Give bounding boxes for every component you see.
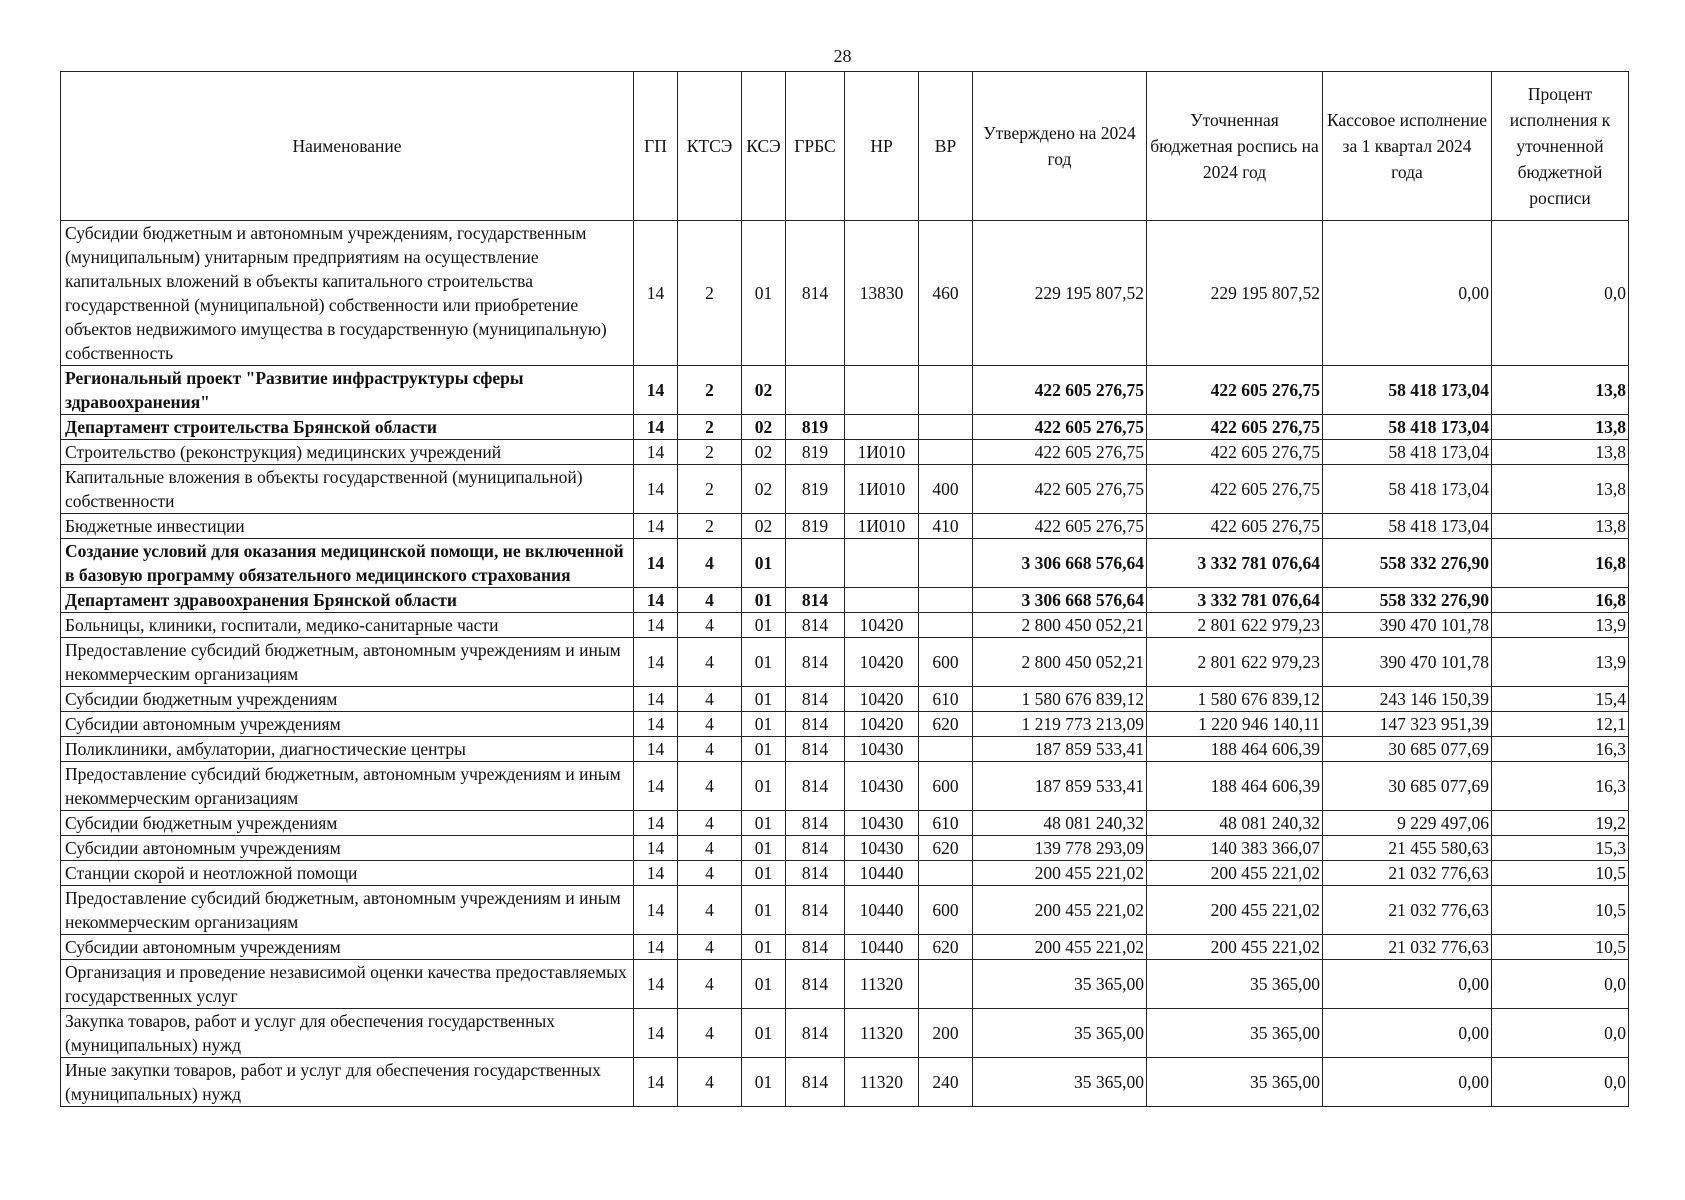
refined-amount-cell: 1 220 946 140,11	[1147, 712, 1323, 737]
approved-amount-cell: 422 605 276,75	[973, 465, 1147, 514]
grbs-cell: 814	[786, 712, 845, 737]
nr-cell: 10420	[845, 712, 919, 737]
execution-percent-cell: 0,0	[1492, 960, 1629, 1009]
kse-cell: 02	[742, 465, 786, 514]
refined-amount-cell: 2 801 622 979,23	[1147, 638, 1323, 687]
kse-cell: 01	[742, 811, 786, 836]
approved-amount-cell: 422 605 276,75	[973, 415, 1147, 440]
page-number: 28	[833, 46, 852, 66]
vr-cell: 400	[919, 465, 973, 514]
header-kse: КСЭ	[742, 72, 786, 221]
execution-percent-cell: 10,5	[1492, 886, 1629, 935]
grbs-cell: 814	[786, 886, 845, 935]
kse-cell: 01	[742, 836, 786, 861]
nr-cell: 10430	[845, 811, 919, 836]
approved-amount-cell: 139 778 293,09	[973, 836, 1147, 861]
execution-percent-cell: 10,5	[1492, 935, 1629, 960]
nr-cell: 10420	[845, 638, 919, 687]
kse-cell: 01	[742, 712, 786, 737]
table-row	[61, 588, 1629, 613]
kse-cell: 01	[742, 613, 786, 638]
approved-amount-cell: 3 306 668 576,64	[973, 588, 1147, 613]
refined-amount-cell: 200 455 221,02	[1147, 861, 1323, 886]
execution-percent-cell: 16,8	[1492, 588, 1629, 613]
grbs-cell: 814	[786, 1058, 845, 1107]
cash-execution-cell: 58 418 173,04	[1323, 440, 1492, 465]
ktse-cell: 4	[678, 712, 742, 737]
kse-cell: 02	[742, 415, 786, 440]
gp-cell: 14	[634, 539, 678, 588]
cash-execution-cell: 21 032 776,63	[1323, 935, 1492, 960]
execution-percent-cell: 10,5	[1492, 861, 1629, 886]
cash-execution-cell: 0,00	[1323, 960, 1492, 1009]
row-name-cell: Бюджетные инвестиции	[61, 514, 634, 539]
execution-percent-cell: 15,4	[1492, 687, 1629, 712]
ktse-cell: 4	[678, 638, 742, 687]
approved-amount-cell: 200 455 221,02	[973, 935, 1147, 960]
cash-execution-cell: 21 455 580,63	[1323, 836, 1492, 861]
approved-amount-cell: 229 195 807,52	[973, 221, 1147, 366]
ktse-cell: 4	[678, 886, 742, 935]
gp-cell: 14	[634, 1009, 678, 1058]
execution-percent-cell: 0,0	[1492, 221, 1629, 366]
vr-cell	[919, 440, 973, 465]
vr-cell: 410	[919, 514, 973, 539]
refined-amount-cell: 422 605 276,75	[1147, 366, 1323, 415]
grbs-cell: 814	[786, 762, 845, 811]
grbs-cell: 819	[786, 465, 845, 514]
cash-execution-cell: 58 418 173,04	[1323, 465, 1492, 514]
cash-execution-cell: 0,00	[1323, 1058, 1492, 1107]
refined-amount-cell: 188 464 606,39	[1147, 762, 1323, 811]
nr-cell	[845, 366, 919, 415]
row-name-cell: Станции скорой и неотложной помощи	[61, 861, 634, 886]
nr-cell: 10440	[845, 861, 919, 886]
vr-cell	[919, 861, 973, 886]
vr-cell	[919, 539, 973, 588]
execution-percent-cell: 13,9	[1492, 638, 1629, 687]
nr-cell	[845, 539, 919, 588]
ktse-cell: 4	[678, 836, 742, 861]
approved-amount-cell: 1 219 773 213,09	[973, 712, 1147, 737]
execution-percent-cell: 13,8	[1492, 514, 1629, 539]
table-row	[61, 1009, 1629, 1058]
header-gp: ГП	[634, 72, 678, 221]
cash-execution-cell: 58 418 173,04	[1323, 415, 1492, 440]
ktse-cell: 2	[678, 440, 742, 465]
row-name-cell: Субсидии бюджетным и автономным учреждениям, государственным (муниципальным) унитарным предприятиям на осуществление капитальных вложений в объекты капитального строительства государственной (муниципальной) собственности или приобретение объектов недвижимого имущества в государственную (муниципальную) собственность	[61, 221, 634, 366]
cash-execution-cell: 9 229 497,06	[1323, 811, 1492, 836]
ktse-cell: 4	[678, 935, 742, 960]
row-name-cell: Субсидии автономным учреждениям	[61, 836, 634, 861]
row-name-cell: Иные закупки товаров, работ и услуг для обеспечения государственных (муниципальных) нужд	[61, 1058, 634, 1107]
nr-cell: 1И010	[845, 514, 919, 539]
table-header-row	[61, 72, 1629, 221]
approved-amount-cell: 2 800 450 052,21	[973, 613, 1147, 638]
vr-cell	[919, 366, 973, 415]
table-row	[61, 836, 1629, 861]
vr-cell	[919, 960, 973, 1009]
approved-amount-cell: 1 580 676 839,12	[973, 687, 1147, 712]
nr-cell: 1И010	[845, 465, 919, 514]
vr-cell: 200	[919, 1009, 973, 1058]
vr-cell: 600	[919, 886, 973, 935]
kse-cell: 01	[742, 886, 786, 935]
header-grbs: ГРБС	[786, 72, 845, 221]
nr-cell: 10440	[845, 886, 919, 935]
table-row	[61, 687, 1629, 712]
kse-cell: 01	[742, 1058, 786, 1107]
grbs-cell: 814	[786, 221, 845, 366]
refined-amount-cell: 422 605 276,75	[1147, 415, 1323, 440]
execution-percent-cell: 13,8	[1492, 465, 1629, 514]
row-name-cell: Закупка товаров, работ и услуг для обеспечения государственных (муниципальных) нужд	[61, 1009, 634, 1058]
grbs-cell: 814	[786, 960, 845, 1009]
gp-cell: 14	[634, 514, 678, 539]
budget-table	[60, 71, 1629, 1107]
cash-execution-cell: 0,00	[1323, 221, 1492, 366]
execution-percent-cell: 0,0	[1492, 1058, 1629, 1107]
ktse-cell: 2	[678, 514, 742, 539]
table-row	[61, 415, 1629, 440]
table-row	[61, 638, 1629, 687]
vr-cell: 240	[919, 1058, 973, 1107]
ktse-cell: 4	[678, 687, 742, 712]
nr-cell	[845, 588, 919, 613]
cash-execution-cell: 147 323 951,39	[1323, 712, 1492, 737]
refined-amount-cell: 200 455 221,02	[1147, 886, 1323, 935]
grbs-cell: 819	[786, 514, 845, 539]
nr-cell: 10430	[845, 762, 919, 811]
nr-cell: 11320	[845, 960, 919, 1009]
approved-amount-cell: 422 605 276,75	[973, 440, 1147, 465]
refined-amount-cell: 140 383 366,07	[1147, 836, 1323, 861]
ktse-cell: 4	[678, 762, 742, 811]
execution-percent-cell: 13,8	[1492, 415, 1629, 440]
vr-cell	[919, 613, 973, 638]
kse-cell: 01	[742, 935, 786, 960]
gp-cell: 14	[634, 762, 678, 811]
nr-cell: 11320	[845, 1058, 919, 1107]
row-name-cell: Капитальные вложения в объекты государственной (муниципальной) собственности	[61, 465, 634, 514]
execution-percent-cell: 13,9	[1492, 613, 1629, 638]
table-row	[61, 514, 1629, 539]
table-body	[61, 221, 1629, 1107]
execution-percent-cell: 16,3	[1492, 762, 1629, 811]
kse-cell: 01	[742, 861, 786, 886]
row-name-cell: Больницы, клиники, госпитали, медико-санитарные части	[61, 613, 634, 638]
gp-cell: 14	[634, 836, 678, 861]
grbs-cell: 814	[786, 935, 845, 960]
grbs-cell: 814	[786, 737, 845, 762]
vr-cell: 620	[919, 712, 973, 737]
table-row	[61, 440, 1629, 465]
vr-cell: 600	[919, 762, 973, 811]
refined-amount-cell: 1 580 676 839,12	[1147, 687, 1323, 712]
ktse-cell: 2	[678, 465, 742, 514]
refined-amount-cell: 422 605 276,75	[1147, 440, 1323, 465]
gp-cell: 14	[634, 221, 678, 366]
header-percent: Процент исполнения к уточненной бюджетной росписи	[1492, 72, 1629, 221]
refined-amount-cell: 35 365,00	[1147, 1009, 1323, 1058]
nr-cell: 10420	[845, 613, 919, 638]
nr-cell: 11320	[845, 1009, 919, 1058]
nr-cell: 10440	[845, 935, 919, 960]
approved-amount-cell: 200 455 221,02	[973, 861, 1147, 886]
nr-cell: 1И010	[845, 440, 919, 465]
gp-cell: 14	[634, 638, 678, 687]
grbs-cell: 814	[786, 638, 845, 687]
cash-execution-cell: 390 470 101,78	[1323, 613, 1492, 638]
gp-cell: 14	[634, 366, 678, 415]
cash-execution-cell: 58 418 173,04	[1323, 514, 1492, 539]
gp-cell: 14	[634, 687, 678, 712]
approved-amount-cell: 35 365,00	[973, 1009, 1147, 1058]
vr-cell	[919, 737, 973, 762]
gp-cell: 14	[634, 811, 678, 836]
ktse-cell: 2	[678, 221, 742, 366]
cash-execution-cell: 390 470 101,78	[1323, 638, 1492, 687]
vr-cell: 460	[919, 221, 973, 366]
table-row	[61, 762, 1629, 811]
row-name-cell: Предоставление субсидий бюджетным, автономным учреждениям и иным некоммерческим организациям	[61, 886, 634, 935]
header-ktse: КТСЭ	[678, 72, 742, 221]
row-name-cell: Субсидии автономным учреждениям	[61, 935, 634, 960]
gp-cell: 14	[634, 415, 678, 440]
grbs-cell: 814	[786, 588, 845, 613]
ktse-cell: 4	[678, 613, 742, 638]
gp-cell: 14	[634, 588, 678, 613]
vr-cell	[919, 415, 973, 440]
nr-cell: 10430	[845, 737, 919, 762]
grbs-cell: 814	[786, 811, 845, 836]
header-nr: НР	[845, 72, 919, 221]
ktse-cell: 4	[678, 1058, 742, 1107]
table-row	[61, 935, 1629, 960]
cash-execution-cell: 243 146 150,39	[1323, 687, 1492, 712]
ktse-cell: 4	[678, 588, 742, 613]
refined-amount-cell: 200 455 221,02	[1147, 935, 1323, 960]
row-name-cell: Строительство (реконструкция) медицинских учреждений	[61, 440, 634, 465]
vr-cell: 610	[919, 811, 973, 836]
kse-cell: 01	[742, 960, 786, 1009]
table-row	[61, 861, 1629, 886]
row-name-cell: Предоставление субсидий бюджетным, автономным учреждениям и иным некоммерческим организациям	[61, 638, 634, 687]
cash-execution-cell: 558 332 276,90	[1323, 539, 1492, 588]
vr-cell	[919, 588, 973, 613]
grbs-cell: 814	[786, 836, 845, 861]
execution-percent-cell: 16,8	[1492, 539, 1629, 588]
refined-amount-cell: 35 365,00	[1147, 1058, 1323, 1107]
grbs-cell: 814	[786, 687, 845, 712]
nr-cell	[845, 415, 919, 440]
kse-cell: 01	[742, 737, 786, 762]
row-name-cell: Организация и проведение независимой оценки качества предоставляемых государственных услуг	[61, 960, 634, 1009]
header-refined: Уточненная бюджетная роспись на 2024 год	[1147, 72, 1323, 221]
cash-execution-cell: 21 032 776,63	[1323, 861, 1492, 886]
gp-cell: 14	[634, 712, 678, 737]
refined-amount-cell: 229 195 807,52	[1147, 221, 1323, 366]
refined-amount-cell: 422 605 276,75	[1147, 465, 1323, 514]
cash-execution-cell: 30 685 077,69	[1323, 737, 1492, 762]
execution-percent-cell: 19,2	[1492, 811, 1629, 836]
kse-cell: 01	[742, 1009, 786, 1058]
vr-cell: 610	[919, 687, 973, 712]
kse-cell: 01	[742, 588, 786, 613]
refined-amount-cell: 3 332 781 076,64	[1147, 539, 1323, 588]
header-approved: Утверждено на 2024 год	[973, 72, 1147, 221]
table-row	[61, 366, 1629, 415]
gp-cell: 14	[634, 861, 678, 886]
refined-amount-cell: 422 605 276,75	[1147, 514, 1323, 539]
table-row	[61, 886, 1629, 935]
execution-percent-cell: 16,3	[1492, 737, 1629, 762]
gp-cell: 14	[634, 886, 678, 935]
approved-amount-cell: 35 365,00	[973, 1058, 1147, 1107]
gp-cell: 14	[634, 1058, 678, 1107]
ktse-cell: 4	[678, 539, 742, 588]
table-row	[61, 1058, 1629, 1107]
header-name: Наименование	[61, 72, 634, 221]
grbs-cell: 819	[786, 440, 845, 465]
table-row	[61, 737, 1629, 762]
grbs-cell	[786, 539, 845, 588]
gp-cell: 14	[634, 440, 678, 465]
ktse-cell: 4	[678, 737, 742, 762]
kse-cell: 02	[742, 440, 786, 465]
table-row	[61, 221, 1629, 366]
approved-amount-cell: 200 455 221,02	[973, 886, 1147, 935]
execution-percent-cell: 13,8	[1492, 366, 1629, 415]
gp-cell: 14	[634, 465, 678, 514]
vr-cell: 620	[919, 836, 973, 861]
approved-amount-cell: 48 081 240,32	[973, 811, 1147, 836]
table-row	[61, 811, 1629, 836]
approved-amount-cell: 35 365,00	[973, 960, 1147, 1009]
vr-cell: 600	[919, 638, 973, 687]
refined-amount-cell: 3 332 781 076,64	[1147, 588, 1323, 613]
approved-amount-cell: 422 605 276,75	[973, 366, 1147, 415]
table-row	[61, 539, 1629, 588]
row-name-cell: Создание условий для оказания медицинской помощи, не включенной в базовую программу обязательного медицинского страхования	[61, 539, 634, 588]
vr-cell: 620	[919, 935, 973, 960]
approved-amount-cell: 3 306 668 576,64	[973, 539, 1147, 588]
execution-percent-cell: 0,0	[1492, 1009, 1629, 1058]
grbs-cell: 814	[786, 1009, 845, 1058]
ktse-cell: 4	[678, 861, 742, 886]
grbs-cell	[786, 366, 845, 415]
cash-execution-cell: 0,00	[1323, 1009, 1492, 1058]
execution-percent-cell: 12,1	[1492, 712, 1629, 737]
refined-amount-cell: 35 365,00	[1147, 960, 1323, 1009]
header-vr: ВР	[919, 72, 973, 221]
row-name-cell: Поликлиники, амбулатории, диагностические центры	[61, 737, 634, 762]
cash-execution-cell: 558 332 276,90	[1323, 588, 1492, 613]
kse-cell: 01	[742, 221, 786, 366]
kse-cell: 01	[742, 762, 786, 811]
approved-amount-cell: 422 605 276,75	[973, 514, 1147, 539]
kse-cell: 01	[742, 539, 786, 588]
execution-percent-cell: 13,8	[1492, 440, 1629, 465]
refined-amount-cell: 2 801 622 979,23	[1147, 613, 1323, 638]
header-cash: Кассовое исполнение за 1 квартал 2024 года	[1323, 72, 1492, 221]
row-name-cell: Субсидии бюджетным учреждениям	[61, 687, 634, 712]
approved-amount-cell: 2 800 450 052,21	[973, 638, 1147, 687]
gp-cell: 14	[634, 613, 678, 638]
ktse-cell: 4	[678, 811, 742, 836]
ktse-cell: 4	[678, 960, 742, 1009]
grbs-cell: 819	[786, 415, 845, 440]
ktse-cell: 2	[678, 415, 742, 440]
nr-cell: 10420	[845, 687, 919, 712]
cash-execution-cell: 21 032 776,63	[1323, 886, 1492, 935]
row-name-cell: Департамент строительства Брянской области	[61, 415, 634, 440]
cash-execution-cell: 30 685 077,69	[1323, 762, 1492, 811]
row-name-cell: Департамент здравоохранения Брянской области	[61, 588, 634, 613]
kse-cell: 02	[742, 366, 786, 415]
refined-amount-cell: 48 081 240,32	[1147, 811, 1323, 836]
grbs-cell: 814	[786, 613, 845, 638]
nr-cell: 10430	[845, 836, 919, 861]
ktse-cell: 2	[678, 366, 742, 415]
approved-amount-cell: 187 859 533,41	[973, 737, 1147, 762]
gp-cell: 14	[634, 737, 678, 762]
grbs-cell: 814	[786, 861, 845, 886]
row-name-cell: Субсидии автономным учреждениям	[61, 712, 634, 737]
row-name-cell: Предоставление субсидий бюджетным, автономным учреждениям и иным некоммерческим организациям	[61, 762, 634, 811]
gp-cell: 14	[634, 960, 678, 1009]
table-row	[61, 613, 1629, 638]
row-name-cell: Региональный проект "Развитие инфраструктуры сферы здравоохранения"	[61, 366, 634, 415]
cash-execution-cell: 58 418 173,04	[1323, 366, 1492, 415]
kse-cell: 01	[742, 638, 786, 687]
gp-cell: 14	[634, 935, 678, 960]
ktse-cell: 4	[678, 1009, 742, 1058]
approved-amount-cell: 187 859 533,41	[973, 762, 1147, 811]
kse-cell: 01	[742, 687, 786, 712]
row-name-cell: Субсидии бюджетным учреждениям	[61, 811, 634, 836]
table-row	[61, 465, 1629, 514]
refined-amount-cell: 188 464 606,39	[1147, 737, 1323, 762]
nr-cell: 13830	[845, 221, 919, 366]
execution-percent-cell: 15,3	[1492, 836, 1629, 861]
table-row	[61, 712, 1629, 737]
kse-cell: 02	[742, 514, 786, 539]
table-row	[61, 960, 1629, 1009]
